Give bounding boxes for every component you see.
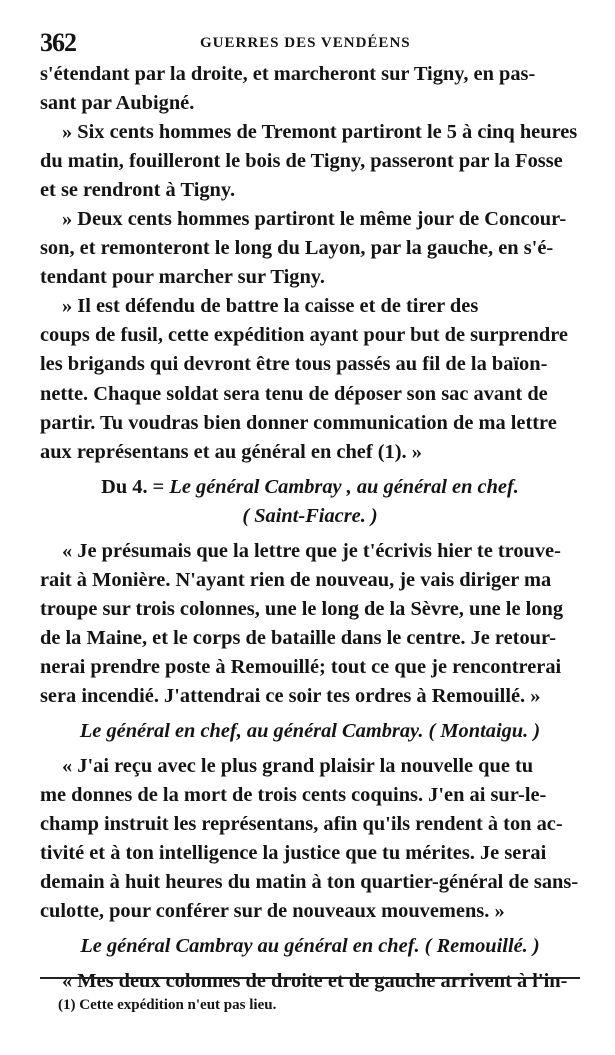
text-line: les brigands qui devront être tous passés au fil de la baïon- <box>40 353 548 376</box>
letter-date: Du 4. = <box>101 475 170 498</box>
text-line: tendant pour marcher sur Tigny. <box>40 266 325 289</box>
letter-body-2 <box>40 752 580 926</box>
paragraph-4 <box>40 292 580 466</box>
text-line: du matin, fouilleront le bois de Tigny, passeront par la Fosse <box>40 150 563 173</box>
paragraph-2 <box>40 118 580 205</box>
letter-body-3 <box>40 967 580 996</box>
text-line: « Je présumais que la lettre que je t'écrivis hier te trouve- <box>62 539 561 562</box>
text-line: » Il est défendu de battre la caisse et de tirer des <box>62 295 479 318</box>
letter-heading-1 <box>40 473 580 502</box>
footnote-divider <box>40 977 580 979</box>
text-line: champ instruit les représentans, afin qu'ils rendent à ton ac- <box>40 813 563 836</box>
letter-heading-3 <box>40 932 580 961</box>
page-header <box>40 28 600 58</box>
paragraph-3 <box>40 205 580 292</box>
text-line: demain à huit heures du matin à ton quartier-général de sans- <box>40 871 579 894</box>
text-line: partir. Tu voudras bien donner communication de ma lettre <box>40 411 557 434</box>
letter-title: Le général en chef, au général Cambray. ( Montaigu. ) <box>79 720 541 743</box>
text-line: sera incendié. J'attendrai ce soir tes ordres à Remouillé. » <box>40 684 541 707</box>
text-line: tivité et à ton intelligence la justice que tu mérites. Je serai <box>40 842 547 865</box>
text-line: son, et remonteront le long du Layon, par la gauche, en s'é- <box>40 237 554 260</box>
text-line: nerai prendre poste à Remouillé; tout ce que je rencontrerai <box>40 655 562 678</box>
text-line: nette. Chaque soldat sera tenu de déposer son sac avant de <box>40 382 548 405</box>
paragraph-1 <box>40 60 580 118</box>
text-line: rait à Monière. N'ayant rien de nouveau, je vais diriger ma <box>40 568 552 591</box>
letter-title: Le général Cambray , au général en chef. <box>169 475 519 498</box>
text-line: de la Maine, et le corps de bataille dans le centre. Je retour- <box>40 626 557 649</box>
text-line: et se rendront à Tigny. <box>40 179 236 202</box>
page-number: 362 <box>40 28 76 57</box>
letter-place-text: ( Saint-Fiacre. ) <box>242 504 378 527</box>
footnote: (1) Cette expédition n'eut pas lieu. <box>58 997 277 1013</box>
body-text <box>40 60 580 996</box>
text-line: s'étendant par la droite, et marcheront sur Tigny, en pas- <box>40 63 536 85</box>
letter-body-1 <box>40 537 580 711</box>
letter-heading-2 <box>40 717 580 746</box>
letter-title: Le général Cambray au général en chef. ( Remouillé. ) <box>80 935 540 958</box>
text-line: me donnes de la mort de trois cents coquins. J'en ai sur-le- <box>40 784 547 807</box>
running-title: GUERRES DES VENDÉENS <box>200 35 411 51</box>
text-line: culotte, pour conférer sur de nouveaux mouvemens. » <box>40 900 505 923</box>
text-line: sant par Aubigné. <box>40 92 195 115</box>
text-line: » Six cents hommes de Tremont partiront le 5 à cinq heures <box>62 121 578 144</box>
text-line: « Mes deux colonnes de droite et de gauche arrivent à l'in- <box>62 970 568 993</box>
text-line: aux représentans et au général en chef (1). » <box>40 440 422 463</box>
letter-place <box>40 502 580 531</box>
text-line: coups de fusil, cette expédition ayant pour but de surprendre <box>40 324 568 347</box>
text-line: « J'ai reçu avec le plus grand plaisir la nouvelle que tu <box>62 755 534 778</box>
text-line: » Deux cents hommes partiront le même jour de Concour- <box>62 208 567 231</box>
text-line: troupe sur trois colonnes, une le long de la Sèvre, une le long <box>40 597 564 620</box>
